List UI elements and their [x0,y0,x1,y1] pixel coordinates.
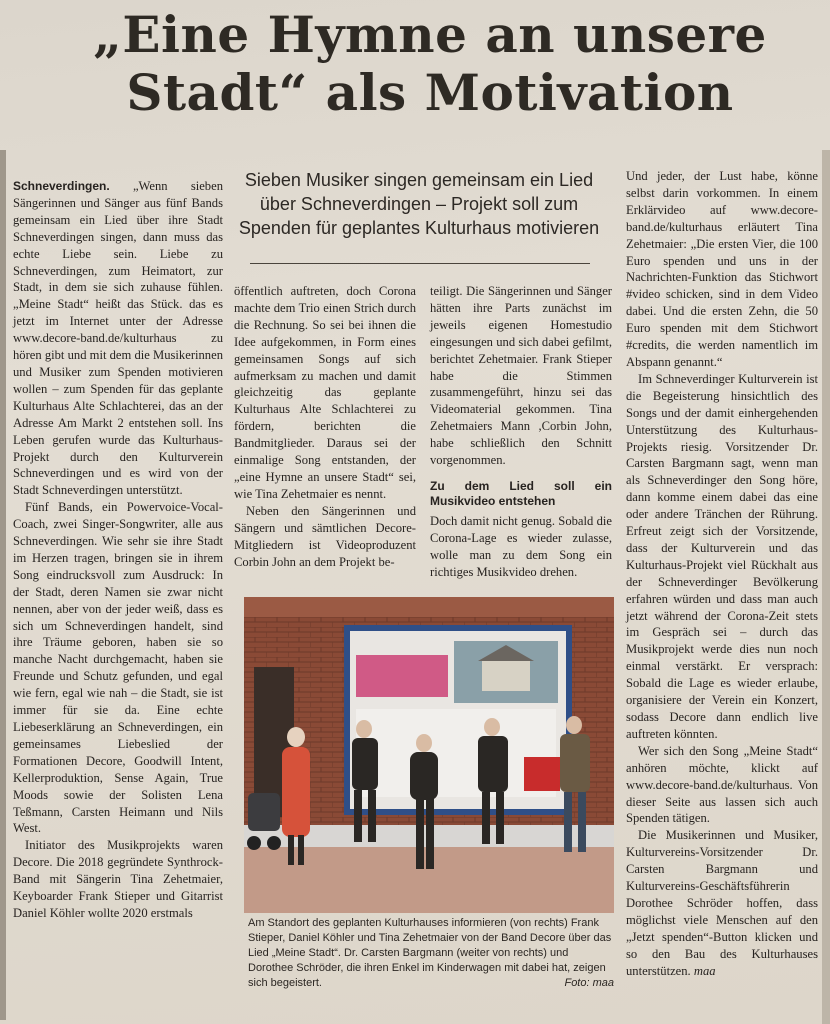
adjacent-column-edge [822,150,830,1024]
column4-paragraph-2: Im Schneverdinger Kulturverein ist die Begeisterung hinsichtlich des Songs und der damit einhergehenden Unterstützung des Kulturhaus-Projekts riesig. Vorsitzender Dr. Carsten Bargmann sagt, wenn man als Schneverdinger den Song höre, dann komme einem dabei das eine oder andere Tränchen der Rührung. Erfreut zeigt sich der Vorsitzende, dass der Kulturverein und das Kulturhaus-Projekt viel Rückhalt aus der Schneverdinger Bevölkerung erfahren würden und dass man auch jetzt während der Corona-Zeit stets im Gespräch sei – durch das Musikprojekt werde dies nun noch einmal verstärkt. Er versprach: Sobald die Lage es wieder erlaube, organisiere der Verein ein Konzert, sodass Decore dann endlich live auftreten könnten. [626,371,818,741]
subheadline-rule [250,263,590,264]
column3-paragraph-1: teiligt. Die Sängerinnen und Sänger hätten ihre Parts zunächst im jeweils eigenen Homestudio eingesungen und sich dabei gefilmt, berichtet Zehetmaier. Frank Stieper habe die Stimmen zusammengeführt, hinzu sei das Videomaterial gekommen. Tina Zehetmaiers Mann ,Corbin John, habe schließlich den Schnitt vorgenommen. [430,284,612,468]
column1-paragraph-1: „Wenn sieben Sängerinnen und Sänger aus fünf Bands gemeinsam ein Lied über ihre Stadt Schneverdingen singen, dann muss das echte Liebe sein. Liebe zu Schneverdingen, zum Heimatort, zur Stadt, in dem sie sich zuhause fühlen. „Meine Stadt“ heißt das Stück. das es jetzt im Internet unter der Adresse www.decore-band.de/kulturhaus zu hören gibt und mit dem die Musikerinnen und Musiker zum Spenden motivieren wollen – zum Spenden für das geplante Kulturhaus Alte Schlachterei, das an der Adresse Am Markt 2 entstehen soll. Ins Leben gerufen wurde das Kulturhaus-Projekt durch den Kulturverein Schneverdingen und es wird von der Stadt Schneverdingen unterstützt. [13,179,223,498]
column1-paragraph-2: Fünf Bands, ein Powervoice-Vocal-Coach, zwei Singer-Songwriter, alle aus Schneverdingen. Wie sehr sie ihre Stadt im Herzen tragen, bringen sie in ihrem Song eindrucksvoll zum Ausdruck: In der Stadt, deren Namen sie zwar nicht nennen, aber von der jeder weiß, dass es sich um Schneverdingen handelt, sind ihre Träume geboren, haben sie so manche Nacht durchgemacht, haben sie Freunde und Schutz gefunden, und egal wie fern, egal wie nah – die Stadt, sie ist immer für sie da. Eine echte Liebeserklärung an Schneverdingen, ein gemeinsames Liebeslied der Formationen Decore, Goodwill Intent, Kellerproduktion, Sense Again, True Moods sowie der Solisten Lena Teßmann, Carsten Heimann und Nils West. [13,500,223,836]
dateline: Schneverdingen. [13,179,110,193]
headline-line-2: Stadt“ als Motivation [126,63,734,122]
column2-paragraph-2: Neben den Sängerinnen und Sängern und sämtlichen Decore-Mitgliedern ist Videoproduzent Corbin John an dem Projekt be- [234,503,416,569]
author-signature: maa [693,963,716,978]
column1-paragraph-3: Initiator des Musikprojekts waren Decore. Die 2018 gegründete Synthrock-Band mit Sängerin Tina Zehetmaier, Keyboarder Frank Stieper und Gitarrist Daniel Köhler wollte 2020 erstmals [13,838,223,920]
article-column-4 [626,168,818,980]
headline-line-1: „Eine Hymne an unsere [93,5,767,64]
article-photo [244,597,614,913]
photo-credit: Foto: maa [564,977,614,989]
column4-paragraph-1: Und jeder, der Lust habe, könne selbst darin vorkommen. In einem Erklärvideo auf www.decore-band.de/kulturhaus erläutert Tina Zehetmaier: „Die ersten Vier, die 100 Euro spenden und uns in der Nachrichten-Funktion das Stichwort #video schicken, sind in dem Video dabei. Und die ersten Zehn, die 50 Euro spenden mit dem Stichwort #credits, die werden namentlich im Abspann genannt.“ [626,169,818,369]
subheadline: Sieben Musiker singen gemeinsam ein Lied über Schneverdingen – Projekt soll zum Spenden für geplantes Kulturhaus motivieren [238,170,600,238]
column2-paragraph-1: öffentlich auftreten, doch Corona machte dem Trio einen Strich durch die Rechnung. So sei bei ihnen die Idee aufgekommen, in Form eines gemeinsamen Songs auf sich aufmerksam zu machen und damit gleichzeitig das geplante Kulturhaus Alte Schlachterei zu fördern, berichten die Bandmitglieder. Daraus sei der einmalige Song entstanden, der „eine Hymne an unsere Stadt“ sei, wie Tina Zehetmaier es nennt. [234,284,416,501]
headline [60,6,800,122]
caption-text: Am Standort des geplanten Kulturhauses informieren (von rechts) Frank Stieper, Daniel Köhler und Tina Zehetmaier von der Band Decore über das Lied „Meine Stadt“. Dr. Carsten Bargmann (weiter von rechts) und Dorothee Schröder, die ihren Enkel im Kinderwagen mit dabei hat, zeigen sich begeistert. [248,917,612,989]
column4-paragraph-4: Die Musikerinnen und Musiker, Kulturvereins-Vorsitzender Dr. Carsten Bargmann und Kulturvereins-Geschäftsführerin Dorothee Schröder hoffen, dass möglichst viele Menschen auf den „Jetzt spenden“-Button klicken und so den Bau des Kulturhauses unterstützen. [626,828,818,978]
column3-subhead: Zu dem Lied soll ein Musikvideo entstehen [430,478,612,508]
photo-illustration [244,597,614,913]
adjacent-page-edge [0,150,6,1020]
article-column-1 [13,178,223,922]
article-column-3 [430,283,612,581]
photo-caption [248,916,614,991]
column3-paragraph-2: Doch damit nicht genug. Sobald die Corona-Lage es wieder zulasse, wolle man zu dem Song ein richtiges Musikvideo drehen. [430,513,612,579]
column4-paragraph-3: Wer sich den Song „Meine Stadt“ anhören möchte, klickt auf www.decore-band.de/kulturhaus. Von dieser Seite aus lassen sich auch Spenden tätigen. [626,743,818,826]
article-column-2 [234,283,416,570]
